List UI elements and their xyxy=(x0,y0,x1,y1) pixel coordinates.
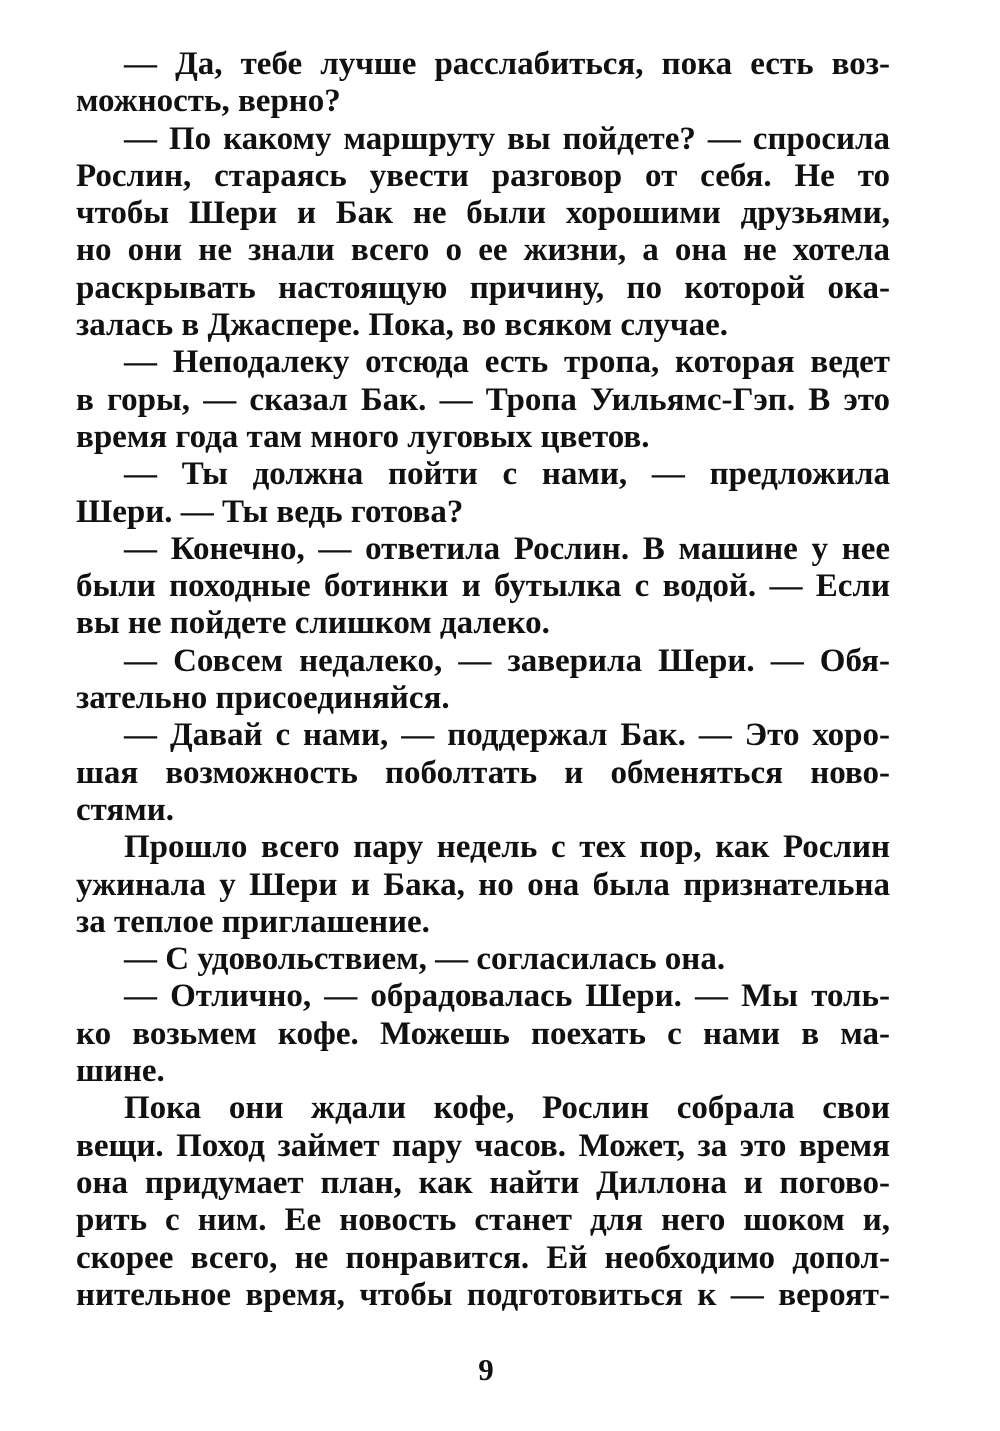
text-line: нительное время, чтобы подготовиться к — вероят- xyxy=(76,1276,890,1313)
text-line: — Совсем недалеко, — заверила Шери. — Обя- xyxy=(124,642,890,679)
text-line: — Да, тебе лучше расслабиться, пока есть воз- xyxy=(124,46,890,82)
text-line: залась в Джаспере. Пока, во всяком случае. xyxy=(76,307,729,344)
text-line: шине. xyxy=(76,1053,165,1090)
text-line: Прошло всего пару недель с тех пор, как Рослин xyxy=(124,829,890,866)
text-line: она придумает план, как найти Диллона и погово- xyxy=(76,1164,890,1201)
body-text xyxy=(76,46,890,1314)
text-line: стями. xyxy=(76,791,175,828)
text-line: — По какому маршруту вы пойдете? — спросила xyxy=(124,120,890,157)
text-line: шая возможность поболтать и обменяться ново- xyxy=(76,754,890,791)
text-line: Рослин, стараясь увести разговор от себя. Не то xyxy=(76,157,890,194)
text-line: за теплое приглашение. xyxy=(76,903,430,940)
text-line: ко возьмем кофе. Можешь поехать с нами в ма- xyxy=(76,1015,890,1052)
text-line: в горы, — сказал Бак. — Тропа Уильямс-Гэп. В это xyxy=(76,381,890,418)
text-line: Пока они ждали кофе, Рослин собрала свои xyxy=(124,1090,890,1127)
text-line: зательно присоединяйся. xyxy=(76,680,450,717)
text-line: вы не пойдете слишком далеко. xyxy=(76,605,550,642)
text-line: — С удовольствием, — согласилась она. xyxy=(124,941,726,978)
text-line: скорее всего, не понравится. Ей необходимо допол- xyxy=(76,1239,890,1276)
page-number: 9 xyxy=(478,1352,494,1387)
text-line: вещи. Поход займет пару часов. Может, за это время xyxy=(76,1127,890,1164)
text-line: — Давай с нами, — поддержал Бак. — Это хоро- xyxy=(124,717,890,754)
text-line: но они не знали всего о ее жизни, а она не хотела xyxy=(76,232,890,269)
text-line: чтобы Шери и Бак не были хорошими друзьями, xyxy=(76,195,890,232)
text-line: Шери. — Ты ведь готова? xyxy=(76,493,464,530)
text-line: — Отлично, — обрадовалась Шери. — Мы толь- xyxy=(124,978,890,1015)
text-line: — Ты должна пойти с нами, — предложила xyxy=(124,456,890,493)
text-line: ужинала у Шери и Бака, но она была признательна xyxy=(76,866,890,903)
text-line: — Неподалеку отсюда есть тропа, которая ведет xyxy=(124,344,890,381)
text-line: были походные ботинки и бутылка с водой. — Если xyxy=(76,568,890,605)
text-line: время года там много луговых цветов. xyxy=(76,418,650,455)
text-line: раскрывать настоящую причину, по которой ока- xyxy=(76,269,890,306)
text-line: можность, верно? xyxy=(76,83,341,120)
text-line: — Конечно, — ответила Рослин. В машине у нее xyxy=(124,530,890,567)
text-line: рить с ним. Ее новость станет для него шоком и, xyxy=(76,1202,890,1239)
